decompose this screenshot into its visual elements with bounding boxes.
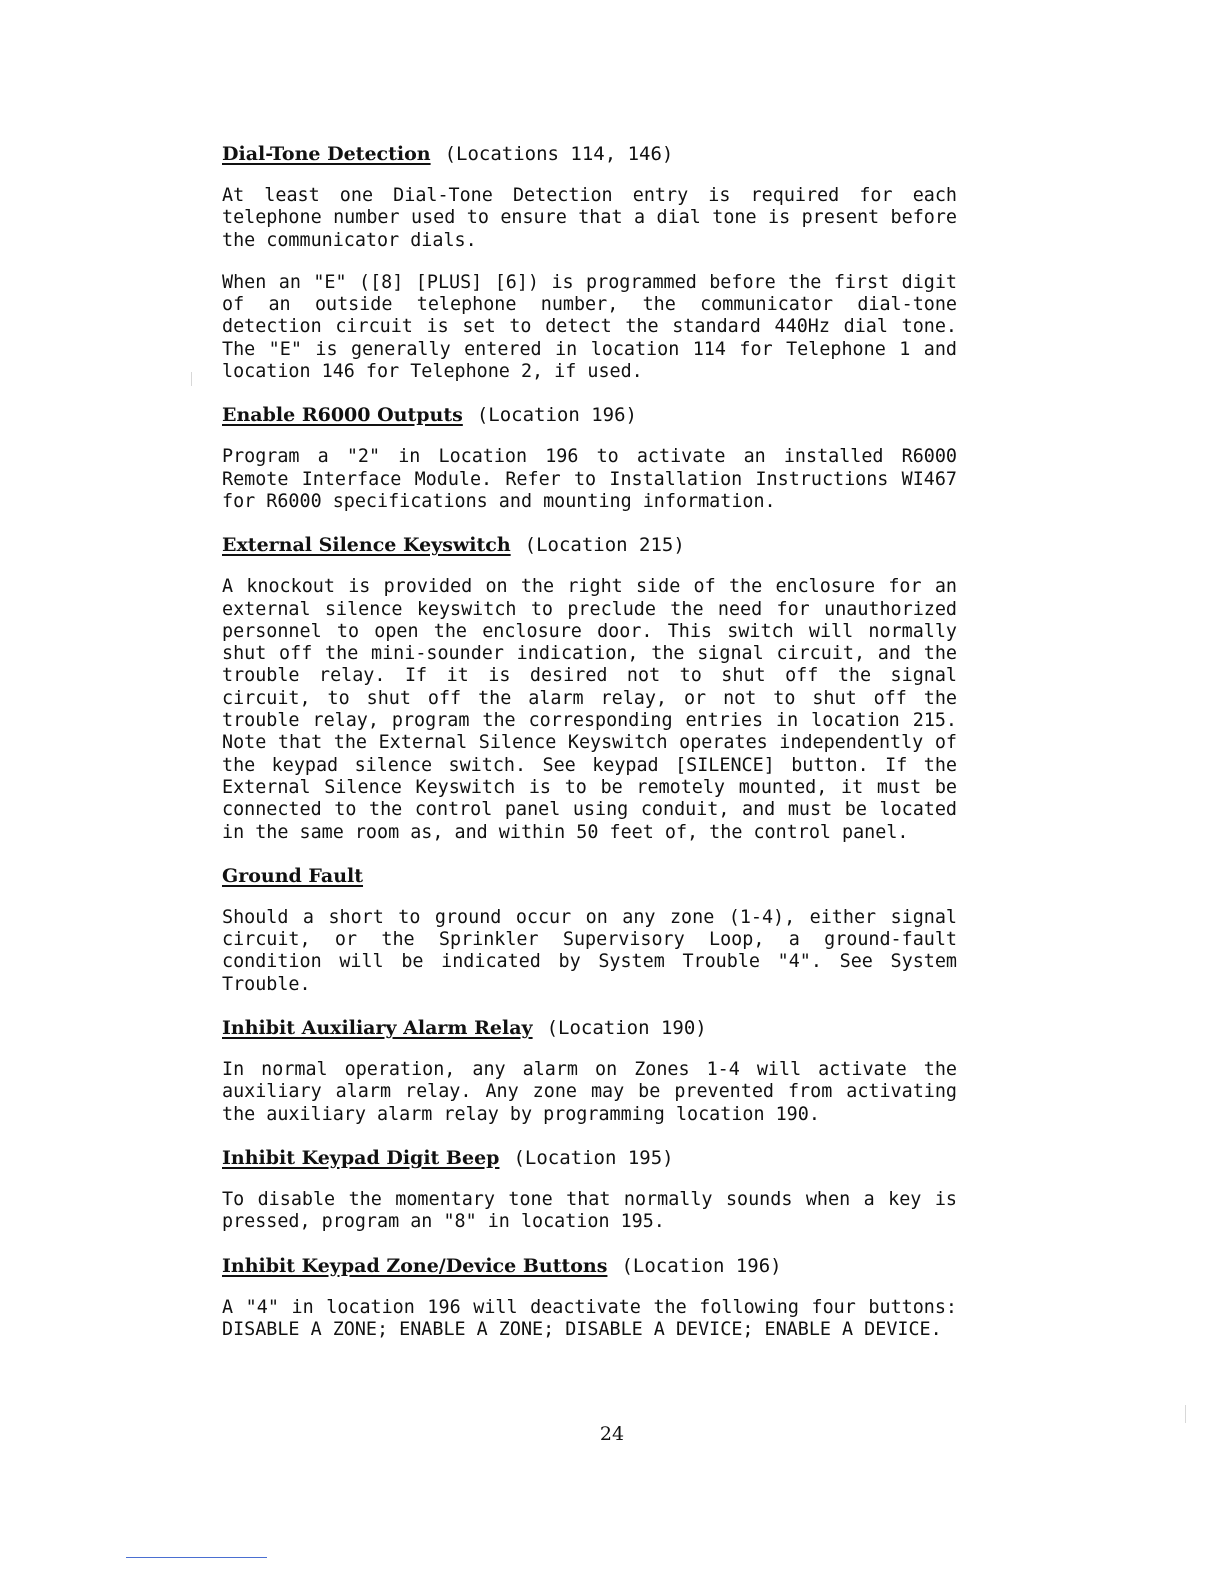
section-location: (Location 196)	[476, 404, 637, 427]
section-heading	[222, 1146, 957, 1170]
section-title: Dial-Tone Detection	[222, 143, 431, 165]
section-inhibit-keypad-digit-beep	[222, 1146, 957, 1234]
section-title: External Silence Keyswitch	[222, 534, 511, 557]
section-title: Inhibit Keypad Digit Beep	[222, 1146, 500, 1169]
section-location: (Locations 114, 146)	[444, 143, 674, 165]
section-heading	[222, 1254, 957, 1278]
section-location: (Location 195)	[513, 1146, 674, 1169]
paragraph: A knockout is provided on the right side of the enclosure for an external silence keyswitch to preclude the need for unauthorized personnel to open the enclosure door. This switch will normally shut off the mini-sounder indication, the signal circuit, and the trouble relay. If it is desired not to shut off the signal circuit, to shut off the alarm relay, or not to shut off the trouble relay, program the corresponding entries in location 215. Note that the External Silence Keyswitch operates independently of the keypad silence switch. See keypad [SILENCE] button. If the External Silence Keyswitch is to be remotely mounted, it must be connected to the control panel using conduit, and must be located in the same room as, and within 50 feet of, the control panel.	[222, 576, 957, 843]
section-enable-r6000-outputs	[222, 403, 957, 513]
paragraph: Should a short to ground occur on any zone (1-4), either signal circuit, or the Sprinkler Supervisory Loop, a ground-fault condition will be indicated by System Trouble "4". See System Trouble.	[222, 906, 957, 995]
section-inhibit-keypad-zone-device-buttons	[222, 1254, 957, 1342]
paragraph: To disable the momentary tone that normally sounds when a key is pressed, program an "8" in location 195.	[222, 1188, 957, 1233]
scan-artifact-mark	[1185, 1405, 1186, 1423]
paragraph: In normal operation, any alarm on Zones 1-4 will activate the auxiliary alarm relay. Any zone may be prevented from activating the auxiliary alarm relay by programming location 190.	[222, 1059, 957, 1125]
section-inhibit-auxiliary-alarm-relay	[222, 1016, 957, 1126]
section-title: Inhibit Auxiliary Alarm Relay	[222, 1017, 533, 1040]
section-location: (Location 190)	[546, 1017, 707, 1040]
section-ground-fault	[222, 864, 957, 996]
paragraph: When an "E" ([8] [PLUS] [6]) is programmed before the first digit of an outside telephone number, the communicator dial-tone detection circuit is set to detect the standard 440Hz dial tone. The "E" is generally entered in location 114 for Telephone 1 and location 146 for Telephone 2, if used.	[222, 271, 957, 383]
paragraph: At least one Dial-Tone Detection entry is required for each telephone number used to ensure that a dial tone is present before the communicator dials.	[222, 185, 957, 251]
section-heading	[222, 142, 957, 166]
section-heading	[222, 864, 957, 888]
paragraph: Program a "2" in Location 196 to activate an installed R6000 Remote Interface Module. Refer to Installation Instructions WI467 for R6000 specifications and mounting information.	[222, 446, 957, 512]
paragraph: A "4" in location 196 will deactivate the following four buttons: DISABLE A ZONE; ENABLE A ZONE; DISABLE A DEVICE; ENABLE A DEVICE.	[222, 1296, 957, 1340]
section-title: Ground Fault	[222, 864, 364, 887]
section-dial-tone-detection	[222, 142, 957, 383]
section-title: Inhibit Keypad Zone/Device Buttons	[222, 1254, 608, 1277]
section-title: Enable R6000 Outputs	[222, 404, 463, 427]
section-heading	[222, 533, 957, 557]
section-location: (Location 196)	[621, 1254, 782, 1277]
section-heading	[222, 1016, 957, 1040]
page-number: 24	[599, 1423, 625, 1445]
section-heading	[222, 403, 957, 427]
section-location: (Location 215)	[524, 534, 685, 557]
document-body	[222, 142, 957, 1361]
section-external-silence-keyswitch	[222, 533, 957, 844]
footer-rule	[126, 1557, 267, 1558]
scan-artifact-mark	[191, 372, 192, 386]
